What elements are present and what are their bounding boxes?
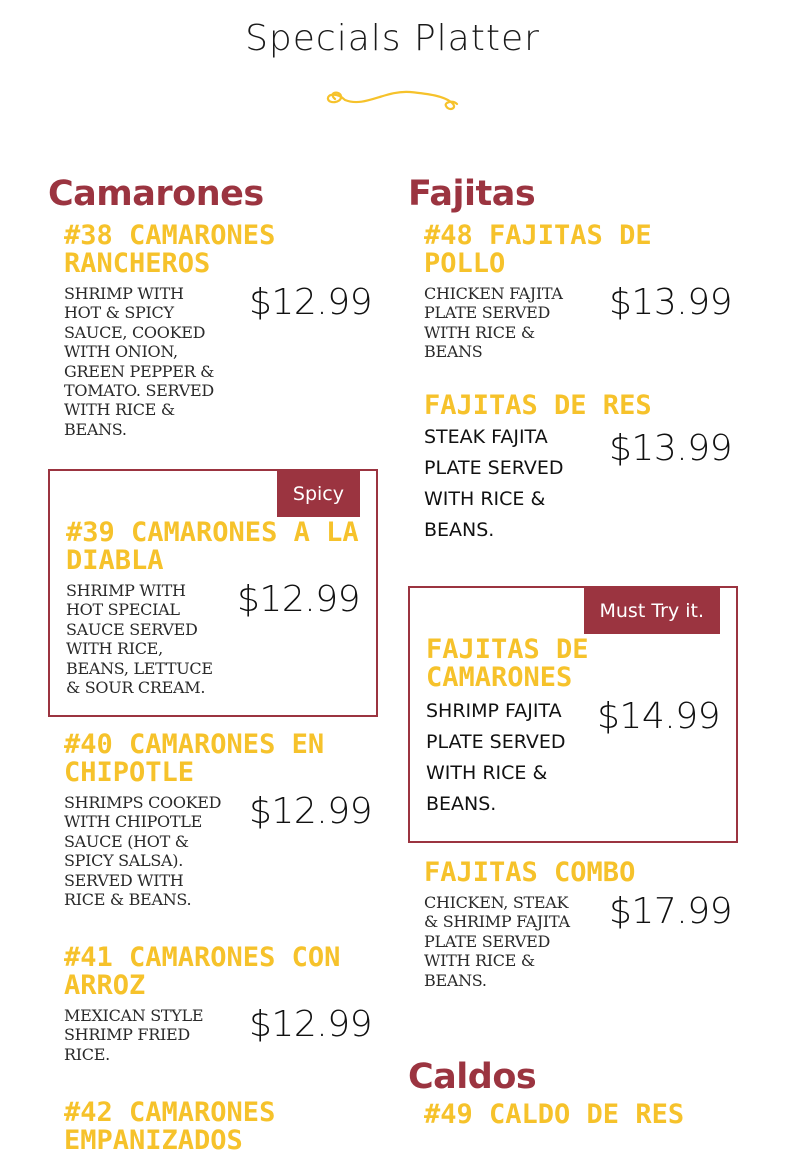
- item-name: #38 CAMARONES RANCHEROS: [64, 220, 276, 279]
- badge-spicy: Spicy: [277, 471, 360, 517]
- item-description: SHRIMPS COOKED WITH CHIPOTLE SAUCE (HOT & SPICY SALSA). SERVED WITH RICE & BEANS.: [64, 793, 222, 910]
- item-description: SHRIMP WITH HOT SPECIAL SAUCE SERVED WITH RICE, BEANS, LETTUCE & SOUR CREAM.: [66, 581, 213, 698]
- category-title-caldos: Caldos: [408, 1057, 537, 1097]
- item-name: FAJITAS DE RES: [424, 390, 652, 421]
- item-name: #48 FAJITAS DE POLLO: [424, 220, 652, 279]
- item-name: FAJITAS COMBO: [424, 857, 636, 888]
- badge-must-try: Must Try it.: [584, 588, 721, 634]
- camarones-section: [48, 170, 388, 1155]
- item-price: $12.99: [249, 791, 372, 832]
- item-description: CHICKEN FAJITA PLATE SERVED WITH RICE & BEANS: [424, 284, 563, 362]
- menu-item-featured[interactable]: [48, 469, 378, 717]
- item-price: $14.99: [597, 696, 720, 737]
- menu-item[interactable]: [48, 930, 388, 1085]
- item-name: #42 CAMARONES EMPANIZADOS: [64, 1097, 276, 1156]
- item-price: $13.99: [609, 428, 732, 469]
- item-price: $13.99: [609, 282, 732, 323]
- item-description: CHICKEN, STEAK & SHRIMP FAJITA PLATE SERVED WITH RICE & BEANS.: [424, 893, 570, 990]
- menu-item[interactable]: [408, 843, 748, 1053]
- item-description: STEAK FAJITA PLATE SERVED WITH RICE & BEANS.: [424, 426, 564, 541]
- item-price: $12.99: [237, 579, 360, 620]
- item-price: $17.99: [609, 891, 732, 932]
- item-name: #41 CAMARONES CON ARROZ: [64, 942, 341, 1001]
- item-description: SHRIMP WITH HOT & SPICY SAUCE, COOKED WITH ONION, GREEN PEPPER & TOMATO. SERVED WITH RICE & BEANS.: [64, 284, 215, 439]
- item-description: MEXICAN STYLE SHRIMP FRIED RICE.: [64, 1006, 204, 1064]
- page-title: Specials Platter: [245, 18, 540, 59]
- menu-item[interactable]: [408, 392, 748, 586]
- flourish-divider-icon: [325, 88, 461, 114]
- fajitas-section: [408, 170, 748, 1129]
- item-name: #49 CALDO DE RES: [424, 1099, 685, 1130]
- item-name: FAJITAS DE CAMARONES: [426, 634, 589, 693]
- category-title-fajitas: Fajitas: [408, 174, 536, 214]
- menu-item-featured[interactable]: [408, 586, 738, 843]
- item-price: $12.99: [249, 282, 372, 323]
- menu-item[interactable]: [48, 717, 388, 930]
- menu-item[interactable]: [408, 222, 748, 392]
- menu-item[interactable]: [48, 1085, 388, 1155]
- item-name: #40 CAMARONES EN CHIPOTLE: [64, 729, 325, 788]
- item-price: $12.99: [249, 1004, 372, 1045]
- item-description: SHRIMP FAJITA PLATE SERVED WITH RICE & BEANS.: [426, 700, 566, 815]
- menu-item[interactable]: [408, 1101, 748, 1129]
- item-name: #39 CAMARONES A LA DIABLA: [66, 517, 359, 576]
- menu-item[interactable]: [48, 222, 388, 472]
- category-title-camarones: Camarones: [48, 174, 264, 214]
